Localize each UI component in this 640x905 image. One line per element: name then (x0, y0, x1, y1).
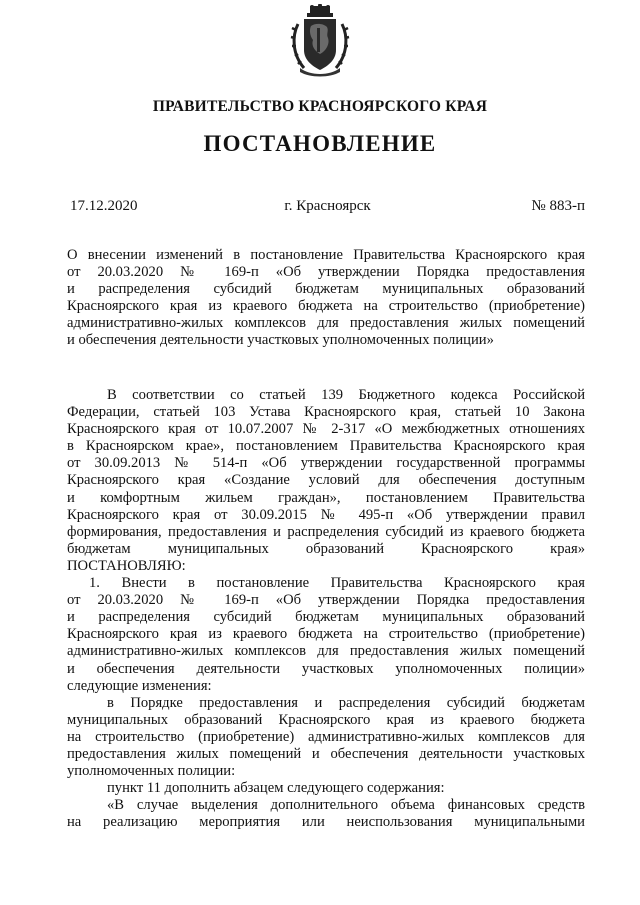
body-line: административно-жилых комплексов для предоставления жилых помещений (67, 643, 585, 660)
coat-of-arms-icon (290, 4, 350, 78)
body-line: Красноярского края от 30.09.2015 № 495-п «Об утверждении правил (67, 506, 585, 523)
body-line: в Красноярском крае», постановлением Правительства Красноярского края (67, 438, 585, 455)
document-type-title: ПОСТАНОВЛЕНИЕ (203, 131, 437, 156)
body-line: и распределения субсидий бюджетам муниципальных образований (67, 609, 585, 626)
document-number: № 883-п (531, 198, 585, 214)
government-name: ПРАВИТЕЛЬСТВО КРАСНОЯРСКОГО КРАЯ (152, 98, 488, 115)
subject-line: О внесении изменений в постановление Правительства Красноярского края (67, 247, 585, 263)
body-line: Красноярского края от 10.07.2007 № 2-317 «О межбюджетных отношениях (67, 421, 585, 438)
subject-line: и обеспечения деятельности участковых уполномоченных полиции» (67, 332, 494, 349)
subject-line: административно-жилых комплексов для предоставления жилых помещений (67, 315, 585, 332)
body-line: формирования, предоставления и распределения субсидий из краевого бюджета (67, 523, 585, 540)
body-line: муниципальных образований Красноярского края из краевого бюджета (67, 711, 585, 728)
body-line: «В случае выделения дополнительного объема финансовых средств (107, 797, 585, 814)
body-line: предоставления жилых помещений и обеспечения деятельности участковых (67, 745, 585, 762)
body-line: В соответствии со статьей 139 Бюджетного кодекса Российской (107, 387, 585, 403)
body-line: на строительство (приобретение) административно-жилых комплексов для (67, 728, 585, 745)
body-line: Красноярского края из краевого бюджета на строительство (приобретение) (67, 626, 585, 643)
document-body (67, 387, 585, 831)
body-line: следующие изменения: (67, 677, 212, 694)
resolution-heading: ПОСТАНОВЛЯЮ: (67, 557, 186, 574)
body-line: Красноярского края «Создание условий для обеспечения доступным (67, 472, 585, 489)
body-line: уполномоченных полиции: (67, 763, 236, 780)
body-line: пункт 11 дополнить абзацем следующего содержания: (107, 780, 445, 797)
body-line: и комфортным жильем граждан», постановлением Правительства (67, 489, 585, 506)
document-subject (67, 247, 585, 350)
document-date: 17.12.2020 (70, 198, 138, 214)
document-city: г. Красноярск (284, 198, 371, 214)
document-meta-row (70, 198, 585, 218)
body-line: Федерации, статьей 103 Устава Красноярского края, статьей 10 Закона (67, 404, 585, 421)
body-line: от 30.09.2013 № 514-п «Об утверждении государственной программы (67, 455, 585, 472)
subject-line: и распределения субсидий бюджетам муниципальных образований (67, 281, 585, 298)
body-line: бюджетам муниципальных образований Красноярского края» (67, 540, 585, 557)
body-line: и обеспечения деятельности участковых уполномоченных полиции» (67, 660, 585, 677)
body-line: в Порядке предоставления и распределения субсидий бюджетам (107, 694, 585, 711)
subject-line: Красноярского края из краевого бюджета на строительство (приобретение) (67, 298, 585, 315)
body-line: на реализацию мероприятия или неиспользования муниципальными (67, 814, 585, 831)
subject-line: от 20.03.2020 № 169-п «Об утверждении Порядка предоставления (67, 264, 585, 281)
body-line: от 20.03.2020 № 169-п «Об утверждении Порядка предоставления (67, 592, 585, 609)
body-line: 1. Внести в постановление Правительства Красноярского края (89, 575, 585, 592)
